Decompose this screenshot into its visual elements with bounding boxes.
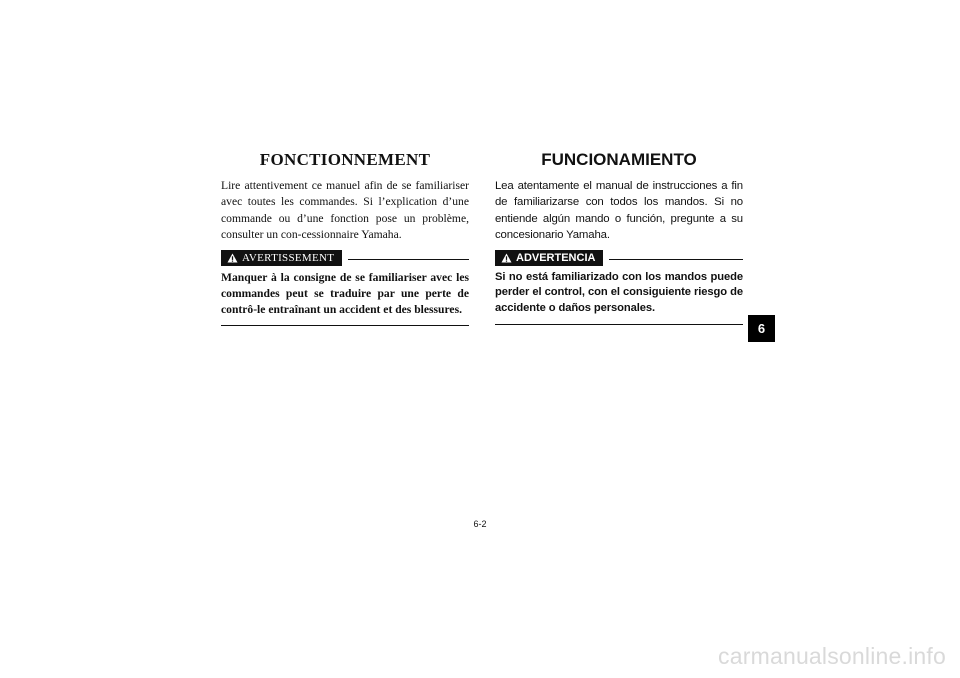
french-warning-header — [221, 250, 469, 266]
french-title: FONCTIONNEMENT — [259, 150, 431, 169]
french-warning-badge — [221, 250, 342, 266]
spanish-intro: Lea atentamente el manual de instrucciones a fin de familiarizarse con todos los mandos. Si no entiende algún mando o función, pregunte a su concesionario Yamaha. — [495, 180, 743, 242]
french-column — [221, 150, 469, 326]
spanish-warning-badge — [495, 250, 603, 266]
warning-triangle-icon — [227, 253, 238, 263]
spanish-warning-header — [495, 250, 743, 266]
french-intro: Lire attentivement ce manuel afin de se familiariser avec toutes les commandes. Si l’explication d’une commande ou d’une fonction pose un problème, consulter un con-cessionnaire Yamaha. — [221, 179, 469, 242]
french-warning-rule — [348, 259, 469, 260]
french-warning-end-rule — [221, 325, 469, 326]
spanish-warning-end-rule — [495, 324, 743, 325]
french-warning-label: AVERTISSEMENT — [242, 251, 335, 264]
spanish-column — [495, 150, 743, 325]
spanish-warning-label: ADVERTENCIA — [516, 251, 596, 264]
spanish-title: FUNCIONAMIENTO — [541, 150, 697, 169]
warning-triangle-icon — [501, 253, 512, 263]
watermark: carmanualsonline.info — [718, 643, 946, 669]
spanish-warning-rule — [609, 259, 743, 260]
spanish-warning-text: Si no está familiarizado con los mandos puede perder el control, con el consiguiente riesgo de accidente o daños personales. — [495, 270, 743, 315]
chapter-tab: 6 — [748, 315, 775, 342]
page-number: 6-2 — [473, 519, 487, 529]
french-warning-text: Manquer à la consigne de se familiariser avec les commandes peut se traduire par une perte de contrô-le entraînant un accident et des blessures. — [221, 270, 469, 316]
